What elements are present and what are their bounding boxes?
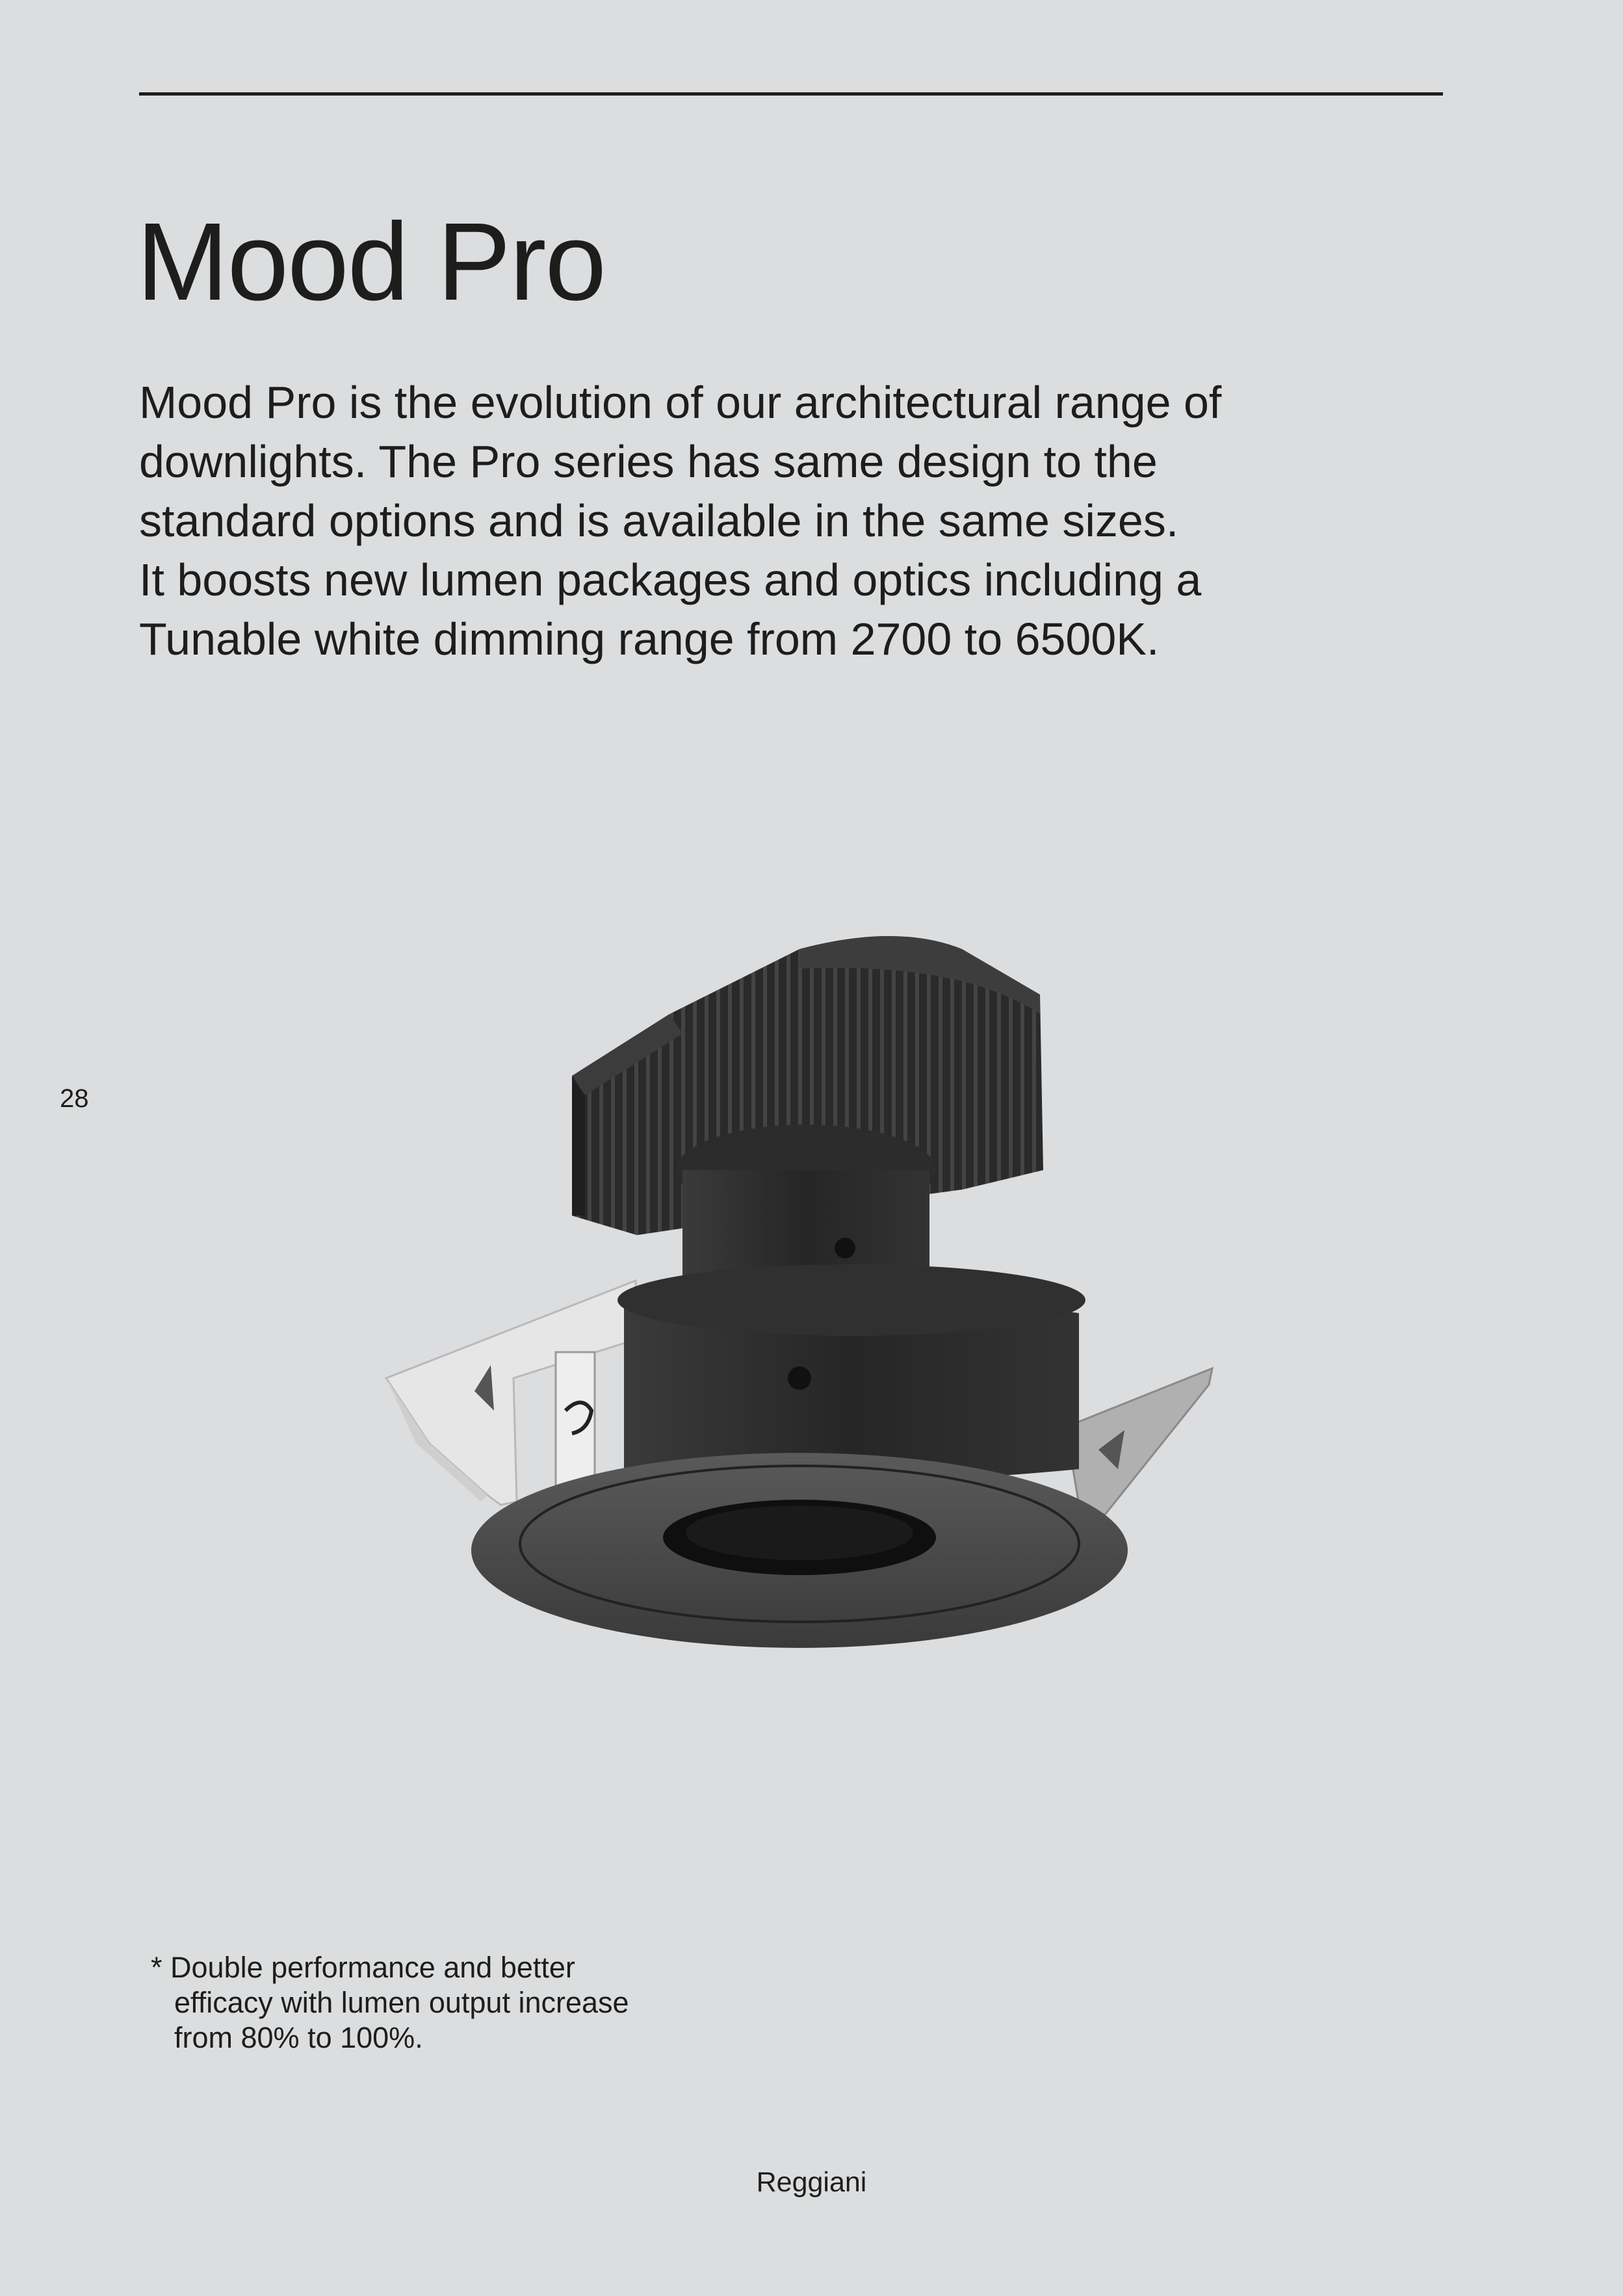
downlight-product-image (377, 910, 1222, 1664)
page-number: 28 (60, 1084, 89, 1113)
intro-line: Mood Pro is the evolution of our architectural range of (139, 377, 1222, 428)
intro-line: standard options and is available in the same sizes. (139, 495, 1179, 546)
footnote-line: from 80% to 100%. (174, 2021, 423, 2054)
lamp-body (617, 1264, 1085, 1482)
footnote (151, 1950, 629, 2055)
intro-paragraph (139, 373, 1478, 669)
footnote-line: efficacy with lumen output increase (174, 1986, 629, 2019)
intro-line: It boosts new lumen packages and optics including a (139, 554, 1202, 605)
brand-footer: Reggiani (756, 2167, 867, 2198)
page-title: Mood Pro (136, 200, 606, 324)
intro-line: Tunable white dimming range from 2700 to 6500K. (139, 614, 1160, 664)
right-spring-bracket (1066, 1368, 1212, 1515)
footnote-line: * Double performance and better (151, 1951, 575, 1984)
trim-flange (471, 1453, 1128, 1648)
top-rule (139, 92, 1443, 96)
left-spring-bracket (386, 1281, 637, 1505)
intro-line: downlights. The Pro series has same design to the (139, 436, 1158, 487)
